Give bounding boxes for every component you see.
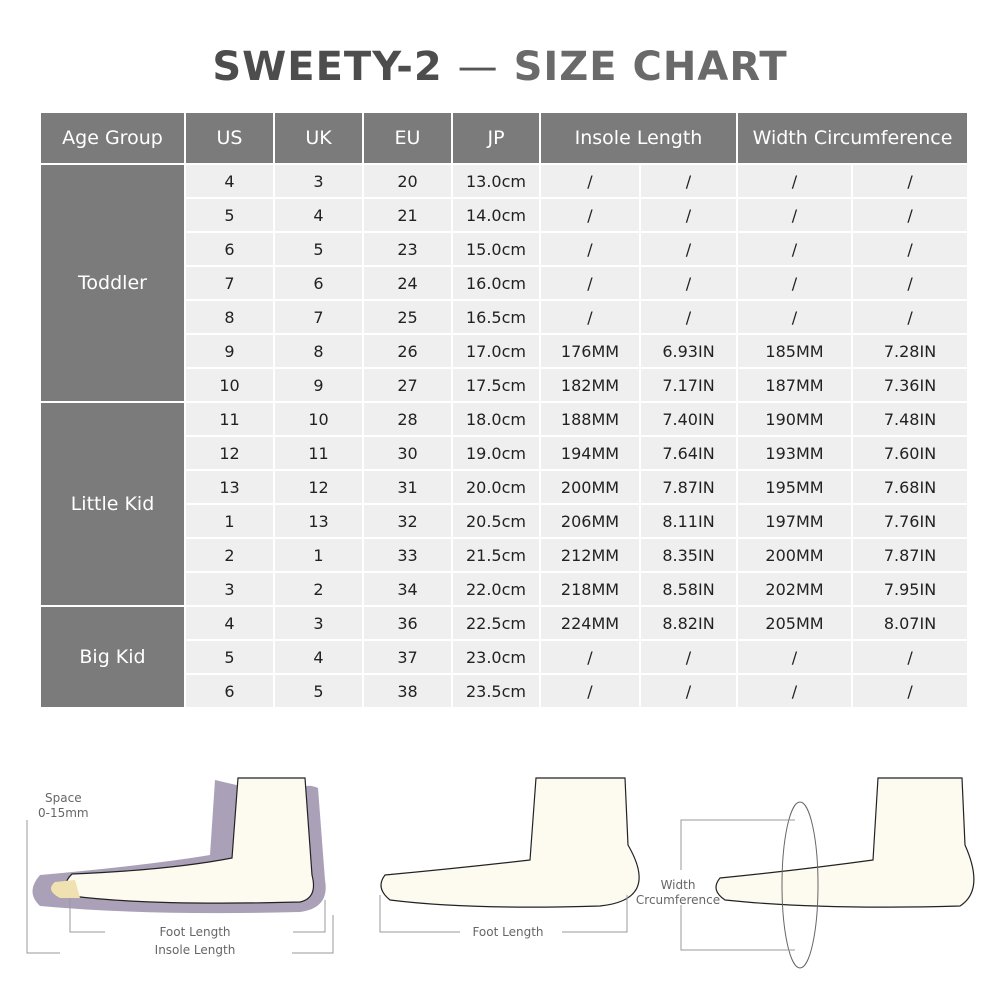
cell-insole-mm: 182MM	[540, 368, 640, 402]
age-group-cell: Toddler	[40, 164, 185, 402]
cell-us: 1	[185, 504, 274, 538]
cell-insole-in: 8.11IN	[640, 504, 737, 538]
cell-jp: 16.5cm	[452, 300, 540, 334]
cell-insole-in: /	[640, 674, 737, 708]
header-us: US	[185, 112, 274, 164]
cell-insole-in: /	[640, 266, 737, 300]
insole-length-label: Insole Length	[154, 943, 236, 957]
cell-insole-mm: /	[540, 640, 640, 674]
cell-uk: 2	[274, 572, 363, 606]
cell-jp: 15.0cm	[452, 232, 540, 266]
cell-eu: 31	[363, 470, 452, 504]
cell-eu: 20	[363, 164, 452, 198]
cell-insole-mm: /	[540, 164, 640, 198]
age-group-cell: Little Kid	[40, 402, 185, 606]
header-jp: JP	[452, 112, 540, 164]
cell-eu: 21	[363, 198, 452, 232]
cell-us: 9	[185, 334, 274, 368]
cell-width-mm: 185MM	[737, 334, 852, 368]
cell-jp: 16.0cm	[452, 266, 540, 300]
title-sub: SIZE CHART	[513, 44, 788, 90]
cell-insole-mm: 224MM	[540, 606, 640, 640]
cell-insole-in: 8.58IN	[640, 572, 737, 606]
cell-width-mm: /	[737, 640, 852, 674]
cell-jp: 22.0cm	[452, 572, 540, 606]
cell-width-in: 7.68IN	[852, 470, 968, 504]
foot-length-illustration	[380, 778, 639, 932]
cell-width-in: /	[852, 232, 968, 266]
table-row	[40, 402, 968, 436]
cell-insole-mm: /	[540, 266, 640, 300]
table-row	[40, 164, 968, 198]
circumference-text: Crcumference	[635, 893, 721, 907]
cell-eu: 33	[363, 538, 452, 572]
cell-jp: 13.0cm	[452, 164, 540, 198]
foot-length-label-2: Foot Length	[472, 925, 544, 939]
cell-width-in: /	[852, 164, 968, 198]
header-row	[40, 112, 968, 164]
cell-us: 12	[185, 436, 274, 470]
cell-us: 5	[185, 198, 274, 232]
cell-jp: 20.5cm	[452, 504, 540, 538]
cell-eu: 24	[363, 266, 452, 300]
cell-us: 11	[185, 402, 274, 436]
cell-insole-in: /	[640, 300, 737, 334]
cell-eu: 26	[363, 334, 452, 368]
space-range-text: 0-15mm	[38, 806, 89, 820]
cell-insole-mm: /	[540, 300, 640, 334]
cell-uk: 7	[274, 300, 363, 334]
foot-measurement-diagrams	[0, 770, 1000, 1000]
cell-width-in: 7.87IN	[852, 538, 968, 572]
cell-insole-in: /	[640, 198, 737, 232]
cell-insole-mm: /	[540, 232, 640, 266]
cell-insole-in: /	[640, 640, 737, 674]
cell-us: 4	[185, 606, 274, 640]
cell-us: 4	[185, 164, 274, 198]
cell-insole-in: 7.40IN	[640, 402, 737, 436]
cell-jp: 17.5cm	[452, 368, 540, 402]
cell-uk: 6	[274, 266, 363, 300]
cell-eu: 28	[363, 402, 452, 436]
cell-insole-mm: 218MM	[540, 572, 640, 606]
cell-width-mm: /	[737, 300, 852, 334]
cell-uk: 5	[274, 232, 363, 266]
cell-insole-in: 6.93IN	[640, 334, 737, 368]
cell-width-in: 7.28IN	[852, 334, 968, 368]
cell-us: 6	[185, 674, 274, 708]
cell-jp: 14.0cm	[452, 198, 540, 232]
cell-insole-mm: 200MM	[540, 470, 640, 504]
cell-width-mm: 202MM	[737, 572, 852, 606]
cell-width-in: 7.48IN	[852, 402, 968, 436]
cell-eu: 32	[363, 504, 452, 538]
cell-jp: 20.0cm	[452, 470, 540, 504]
cell-width-mm: 200MM	[737, 538, 852, 572]
cell-width-mm: /	[737, 164, 852, 198]
cell-width-mm: /	[737, 674, 852, 708]
cell-insole-in: /	[640, 164, 737, 198]
header-insole-length: Insole Length	[540, 112, 737, 164]
foot-length-label: Foot Length	[159, 925, 231, 939]
cell-width-mm: /	[737, 266, 852, 300]
cell-width-in: 8.07IN	[852, 606, 968, 640]
cell-width-in: 7.60IN	[852, 436, 968, 470]
age-group-cell: Big Kid	[40, 606, 185, 708]
cell-insole-mm: /	[540, 198, 640, 232]
cell-insole-in: 7.64IN	[640, 436, 737, 470]
cell-jp: 18.0cm	[452, 402, 540, 436]
cell-width-mm: 197MM	[737, 504, 852, 538]
cell-eu: 34	[363, 572, 452, 606]
cell-width-mm: /	[737, 198, 852, 232]
cell-uk: 1	[274, 538, 363, 572]
cell-uk: 5	[274, 674, 363, 708]
cell-insole-mm: 176MM	[540, 334, 640, 368]
cell-jp: 23.0cm	[452, 640, 540, 674]
header-eu: EU	[363, 112, 452, 164]
cell-us: 8	[185, 300, 274, 334]
cell-insole-in: 8.82IN	[640, 606, 737, 640]
cell-width-mm: 187MM	[737, 368, 852, 402]
cell-width-in: /	[852, 198, 968, 232]
cell-eu: 23	[363, 232, 452, 266]
header-uk: UK	[274, 112, 363, 164]
cell-uk: 8	[274, 334, 363, 368]
title-separator: —	[457, 44, 499, 90]
cell-uk: 3	[274, 606, 363, 640]
width-text: Width	[660, 878, 696, 892]
cell-uk: 12	[274, 470, 363, 504]
cell-jp: 19.0cm	[452, 436, 540, 470]
cell-width-in: /	[852, 674, 968, 708]
width-circumference-illustration	[681, 778, 974, 968]
cell-width-mm: 193MM	[737, 436, 852, 470]
cell-insole-mm: 194MM	[540, 436, 640, 470]
cell-insole-mm: /	[540, 674, 640, 708]
cell-uk: 13	[274, 504, 363, 538]
table-row	[40, 606, 968, 640]
cell-uk: 11	[274, 436, 363, 470]
cell-us: 2	[185, 538, 274, 572]
cell-eu: 38	[363, 674, 452, 708]
cell-width-mm: 205MM	[737, 606, 852, 640]
cell-uk: 3	[274, 164, 363, 198]
cell-width-mm: 190MM	[737, 402, 852, 436]
header-age-group: Age Group	[40, 112, 185, 164]
cell-uk: 4	[274, 198, 363, 232]
cell-width-in: 7.95IN	[852, 572, 968, 606]
header-width-circumference: Width Circumference	[737, 112, 968, 164]
cell-insole-in: 7.17IN	[640, 368, 737, 402]
cell-insole-mm: 206MM	[540, 504, 640, 538]
cell-jp: 21.5cm	[452, 538, 540, 572]
cell-eu: 25	[363, 300, 452, 334]
cell-eu: 37	[363, 640, 452, 674]
cell-eu: 36	[363, 606, 452, 640]
cell-uk: 9	[274, 368, 363, 402]
size-chart-table	[39, 111, 969, 709]
cell-insole-mm: 212MM	[540, 538, 640, 572]
space-label	[38, 791, 89, 821]
cell-us: 10	[185, 368, 274, 402]
cell-us: 6	[185, 232, 274, 266]
cell-width-in: 7.76IN	[852, 504, 968, 538]
cell-uk: 10	[274, 402, 363, 436]
cell-width-mm: 195MM	[737, 470, 852, 504]
cell-us: 5	[185, 640, 274, 674]
cell-width-in: 7.36IN	[852, 368, 968, 402]
cell-width-in: /	[852, 300, 968, 334]
cell-us: 7	[185, 266, 274, 300]
cell-uk: 4	[274, 640, 363, 674]
title-main: SWEETY-2	[212, 44, 443, 90]
cell-insole-mm: 188MM	[540, 402, 640, 436]
cell-width-in: /	[852, 266, 968, 300]
cell-eu: 30	[363, 436, 452, 470]
width-circumference-label	[633, 878, 723, 908]
cell-jp: 23.5cm	[452, 674, 540, 708]
space-text: Space	[45, 791, 82, 805]
cell-jp: 17.0cm	[452, 334, 540, 368]
cell-insole-in: 8.35IN	[640, 538, 737, 572]
cell-width-in: /	[852, 640, 968, 674]
cell-us: 3	[185, 572, 274, 606]
cell-insole-in: 7.87IN	[640, 470, 737, 504]
cell-eu: 27	[363, 368, 452, 402]
cell-us: 13	[185, 470, 274, 504]
cell-width-mm: /	[737, 232, 852, 266]
cell-insole-in: /	[640, 232, 737, 266]
page-title	[0, 44, 1000, 90]
cell-jp: 22.5cm	[452, 606, 540, 640]
